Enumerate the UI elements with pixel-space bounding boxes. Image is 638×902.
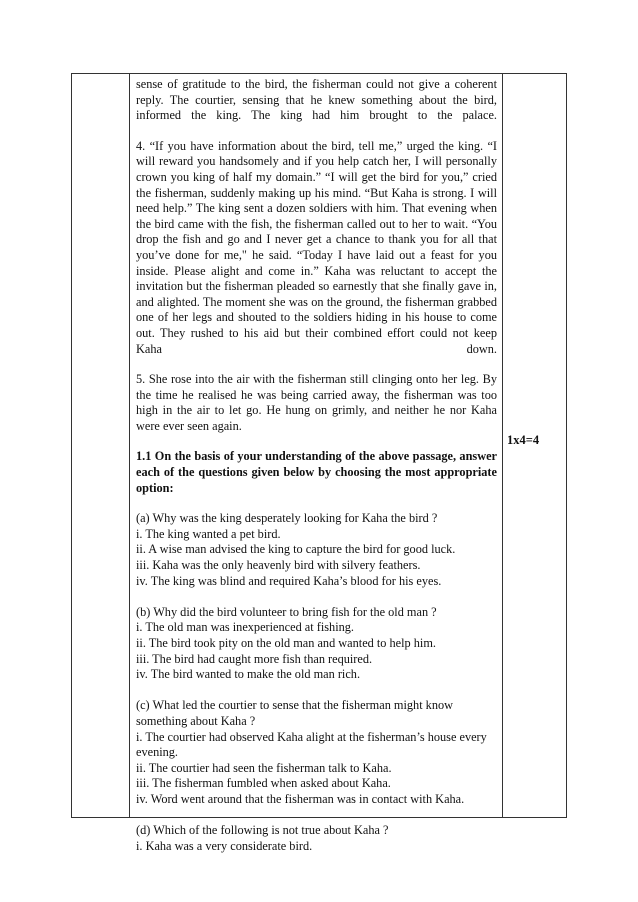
option-item: i. The king wanted a pet bird. — [136, 526, 281, 541]
column-divider-right — [502, 74, 503, 817]
question-stem: (c) What led the courtier to sense that the fisherman might know something about Kaha ? — [136, 698, 454, 728]
question-d — [136, 823, 497, 854]
question-c — [136, 698, 497, 807]
question-b — [136, 605, 497, 683]
passage-paragraph-continued: sense of gratitude to the bird, the fisherman could not give a coherent reply. The courtier, sensing that he knew something about the bird, informed the king. The king had him brought to the palace. — [136, 77, 497, 123]
option-item: i. The courtier had observed Kaha alight at the fisherman’s house every evening. — [136, 729, 487, 760]
passage-column — [136, 77, 497, 870]
question-a — [136, 511, 497, 589]
option-item: iii. The fisherman fumbled when asked about Kaha. — [136, 776, 391, 791]
option-item: ii. The courtier had seen the fisherman talk to Kaha. — [136, 760, 392, 775]
question-instruction: 1.1 On the basis of your understanding of the above passage, answer each of the questions given below by choosing the most appropriate option: — [136, 449, 497, 495]
question-stem: (b) Why did the bird volunteer to bring fish for the old man ? — [136, 604, 437, 619]
option-item: iv. The bird wanted to make the old man rich. — [136, 667, 361, 682]
question-stem: (d) Which of the following is not true about Kaha ? — [136, 823, 389, 838]
option-item: iii. Kaha was the only heavenly bird with silvery feathers. — [136, 558, 421, 573]
question-stem: (a) Why was the king desperately looking for Kaha the bird ? — [136, 511, 438, 526]
option-item: iv. Word went around that the fisherman was in contact with Kaha. — [136, 791, 465, 806]
option-item: iv. The king was blind and required Kaha’s blood for his eyes. — [136, 573, 442, 588]
option-item: i. The old man was inexperienced at fishing. — [136, 620, 354, 635]
option-item: i. Kaha was a very considerate bird. — [136, 838, 313, 853]
option-item: ii. A wise man advised the king to capture the bird for good luck. — [136, 542, 456, 557]
marks-allocation: 1x4=4 — [507, 433, 540, 447]
option-item: iii. The bird had caught more fish than required. — [136, 651, 373, 666]
column-divider-left — [129, 74, 130, 817]
passage-paragraph-5: 5. She rose into the air with the fisherman still clinging onto her leg. By the time he realised he was being carried away, the fisherman was too high in the air to let go. He hung on grimly, and neither he nor Kaha were ever seen again. — [136, 372, 497, 433]
option-item: ii. The bird took pity on the old man and wanted to help him. — [136, 636, 436, 650]
passage-paragraph-4: 4. “If you have information about the bird, tell me,” urged the king. “I will reward you handsomely and if you help catch her, I will personally crown you king of half my domain.” “I will get the bird for you,” cried the fisherman, suddenly making up his mind. “But Kaha is strong. I will need help.” The king sent a dozen soldiers with him. That evening when the bird came with the fish, the fisherman called out to her to wait. “You drop the fish and go and I never get a chance to thank you for all that you’ve done for me," he said. “Today I have laid out a feast for you inside. Please alight and come in.” Kaha was reluctant to accept the invitation but the fisherman pleaded so earnestly that she finally gave in, and alighted. The moment she was on the ground, the fisherman grabbed one of her legs and shouted to the soldiers hiding in his house to come out. They rushed to his aid but their combined effort could not keep Kaha down. — [136, 138, 497, 356]
